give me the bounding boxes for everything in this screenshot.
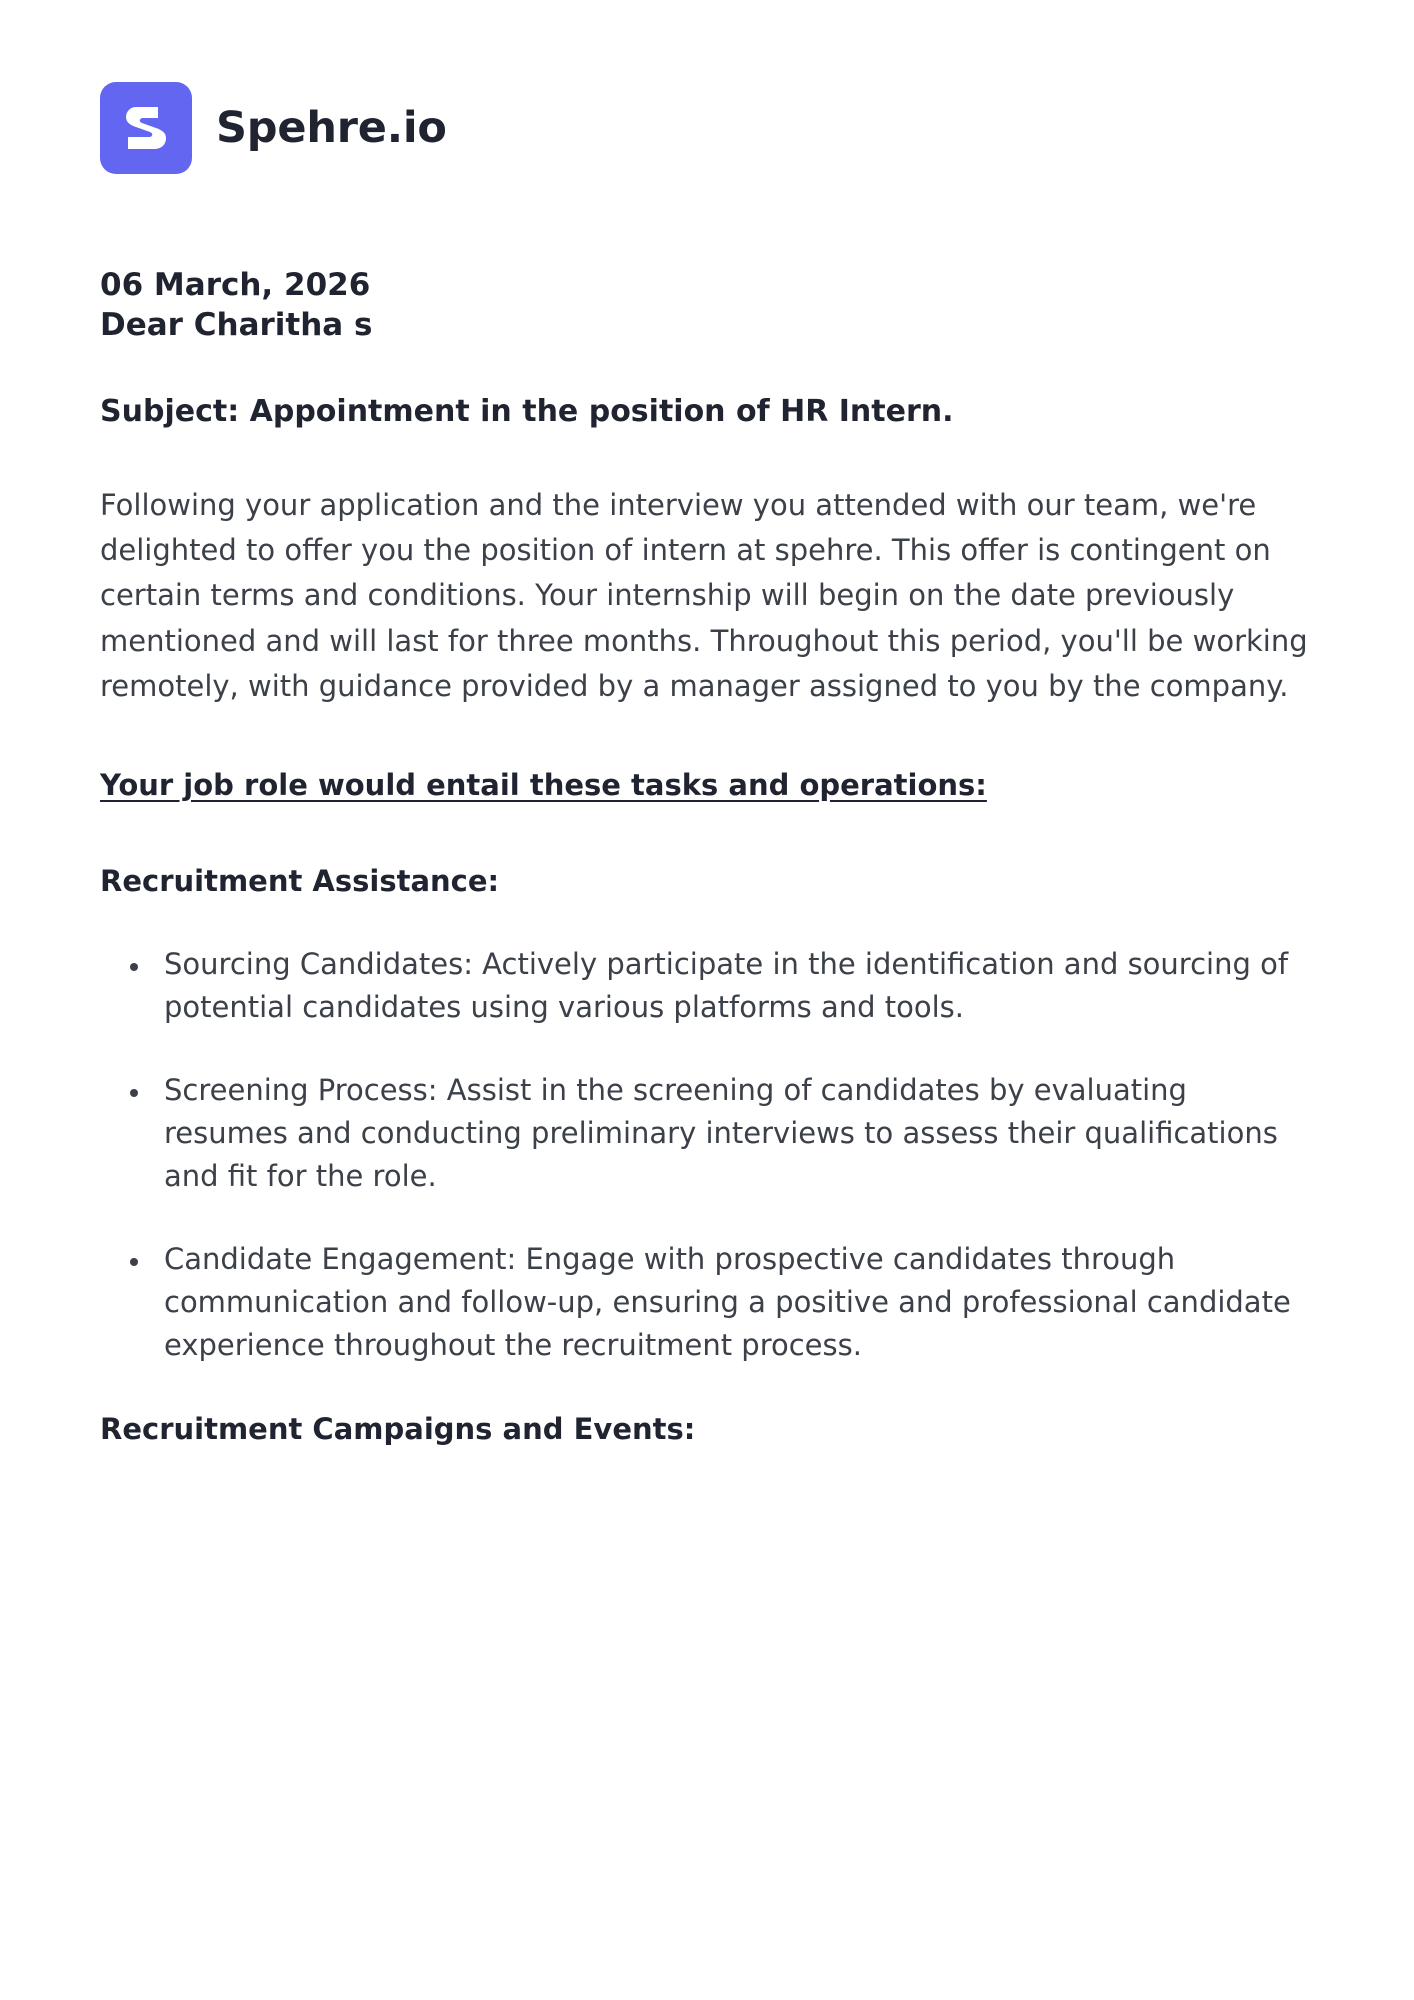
- letter-salutation: Dear Charitha s: [100, 306, 373, 343]
- list-item: • Screening Process: Assist in the screening of candidates by evaluating resumes and conducting preliminary interviews to assess their qualifications and fit for the role.: [152, 1069, 1314, 1198]
- letter-body: [100, 266, 1314, 1451]
- brand-name: Spehre.io: [216, 102, 447, 153]
- letter-subject: Subject: Appointment in the position of HR Intern.: [100, 394, 954, 430]
- letter-meta: [100, 266, 1314, 345]
- list-item: • Sourcing Candidates: Actively participate in the identification and sourcing of potential candidates using various platforms and tools.: [152, 943, 1314, 1029]
- letter-intro-paragraph: Following your application and the interview you attended with our team, we're delighted to offer you the position of intern at spehre. This offer is contingent on certain terms and conditions. Your internship will begin on the date previously mentioned and will last for three months. Throughout this period, you'll be working remotely, with guidance provided by a manager assigned to you by the company.: [100, 487, 1308, 703]
- brand-header: [100, 82, 1314, 174]
- section-heading-recruitment-assistance: Recruitment Assistance:: [100, 864, 500, 899]
- job-role-heading: Your job role would entail these tasks and operations:: [100, 768, 987, 803]
- recruitment-assistance-list: [100, 943, 1314, 1366]
- section-heading-recruitment-campaigns-and-events: Recruitment Campaigns and Events:: [100, 1411, 696, 1446]
- letter-date: 06 March, 2026: [100, 267, 371, 303]
- list-item: • Candidate Engagement: Engage with prospective candidates through communication and follow-up, ensuring a positive and professional candidate experience throughout the recruitment process.: [152, 1238, 1314, 1367]
- spehre-s-logo-icon: [100, 82, 192, 174]
